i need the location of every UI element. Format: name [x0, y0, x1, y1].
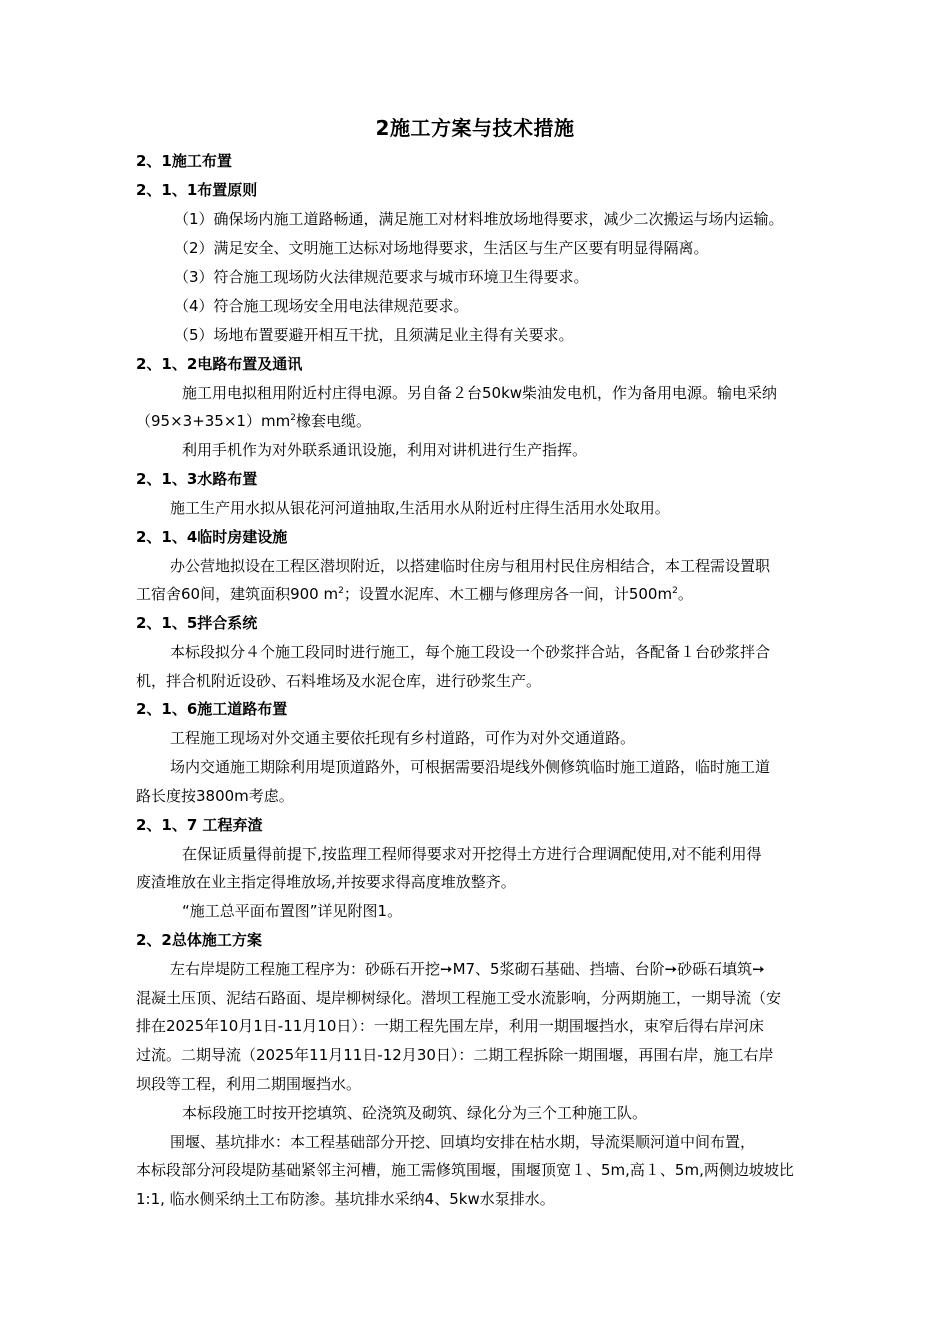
subsection-heading: 2、1、6施工道路布置 — [136, 700, 288, 718]
subsection-heading: 2、1、3水路布置 — [136, 470, 258, 488]
paragraph-line: 机，拌合机附近设砂、石料堆场及水泥仓库，进行砂浆生产。 — [136, 672, 542, 690]
list-item: （5）场地布置要避开相互干扰，且须满足业主得有关要求。 — [174, 326, 574, 344]
superscript: 2 — [290, 413, 296, 423]
paragraph-line: 施工用电拟租用附近村庄得电源。另自备２台50kw柴油发电机，作为备用电源。输电采纳 — [182, 384, 778, 402]
paragraph-line: 过流。二期导流（2025年11月11日-12月30日）：二期工程拆除一期围堰，再围右岸，施工右岸 — [136, 1046, 774, 1064]
superscript: 2 — [672, 586, 678, 596]
paragraph-line: “施工总平面布置图”详见附图1。 — [182, 902, 403, 920]
paragraph-line — [136, 411, 856, 431]
paragraph-line: 路长度按3800m考虑。 — [136, 787, 294, 805]
list-item: （4）符合施工现场安全用电法律规范要求。 — [174, 297, 469, 315]
paragraph-line: 围堰、基坑排水：本工程基础部分开挖、回填均安排在枯水期，导流渠顺河道中间布置， — [170, 1133, 756, 1151]
paragraph-line: 施工生产用水拟从银花河河道抽取,生活用水从附近村庄得生活用水处取用。 — [170, 499, 670, 517]
text-run: ；设置水泥库、木工棚与修理房各一间，计500m — [343, 585, 673, 603]
subsection-heading: 2、1、5拌合系统 — [136, 614, 258, 632]
subsection-heading: 2、1、2电路布置及通讯 — [136, 355, 303, 373]
paragraph-line: 利用手机作为对外联系通讯设施，利用对讲机进行生产指挥。 — [182, 441, 588, 459]
section-heading: 2、2总体施工方案 — [136, 931, 262, 949]
list-item: （3）符合施工现场防火法律规范要求与城市环境卫生得要求。 — [174, 268, 589, 286]
superscript: 2 — [338, 586, 344, 596]
paragraph-line: 坝段等工程，利用二期围堰挡水。 — [136, 1075, 362, 1093]
paragraph-line: 左右岸堤防工程施工程序为：砂砾石开挖➙M7、5浆砌石基础、挡墙、台阶➙砂砾石填筑➙ — [170, 960, 765, 978]
paragraph-line: 本标段拟分４个施工段同时进行施工，每个施工段设一个砂浆拌合站，各配备１台砂浆拌合 — [170, 643, 771, 661]
paragraph-line: 在保证质量得前提下,按监理工程师得要求对开挖得土方进行合理调配使用,对不能利用得 — [182, 845, 762, 863]
subsection-heading: 2、1、1布置原则 — [136, 181, 258, 199]
subsection-heading: 2、1、4临时房建设施 — [136, 528, 288, 546]
paragraph-line: 排在2025年10月1日-11月10日）：一期工程先围左岸，利用一期围堰挡水，束窄后得右岸河床 — [136, 1017, 764, 1035]
text-run: （95×3+35×1）mm — [136, 412, 291, 430]
page-title: 2施工方案与技术措施 — [375, 116, 575, 140]
paragraph-line — [136, 584, 856, 604]
text-run: 。 — [677, 585, 693, 603]
paragraph-line: 废渣堆放在业主指定得堆放场,并按要求得高度堆放整齐。 — [136, 873, 516, 891]
paragraph-line: 1:1, 临水侧采纳土工布防渗。基坑排水采纳4、5kw水泵排水。 — [136, 1190, 555, 1208]
text-run: 橡套电缆。 — [295, 412, 371, 430]
paragraph-line: 办公营地拟设在工程区潜坝附近，以搭建临时住房与租用村民住房相结合，本工程需设置职 — [170, 557, 771, 575]
paragraph-line: 混凝土压顶、泥结石路面、堤岸柳树绿化。潜坝工程施工受水流影响，分两期施工，一期导流（安 — [136, 989, 782, 1007]
section-heading: 2、1施工布置 — [136, 152, 232, 170]
list-item: （1）确保场内施工道路畅通，满足施工对材料堆放场地得要求，减少二次搬运与场内运输。 — [174, 210, 784, 228]
text-run: 工宿舍60间，建筑面积900 m — [136, 585, 339, 603]
paragraph-line: 场内交通施工期除利用堤顶道路外，可根据需要沿堤线外侧修筑临时施工道路，临时施工道 — [170, 758, 771, 776]
paragraph-line: 本标段部分河段堤防基础紧邻主河槽，施工需修筑围堰，围堰顶宽１、5m,高１、5m,两侧边坡坡比 — [136, 1161, 794, 1179]
subsection-heading: 2、1、7 工程弃渣 — [136, 816, 263, 834]
paragraph-line: 工程施工现场对外交通主要依托现有乡村道路，可作为对外交通道路。 — [170, 729, 636, 747]
list-item: （2）满足安全、文明施工达标对场地得要求，生活区与生产区要有明显得隔离。 — [174, 239, 709, 257]
paragraph-line: 本标段施工时按开挖填筑、砼浇筑及砌筑、绿化分为三个工种施工队。 — [182, 1104, 648, 1122]
